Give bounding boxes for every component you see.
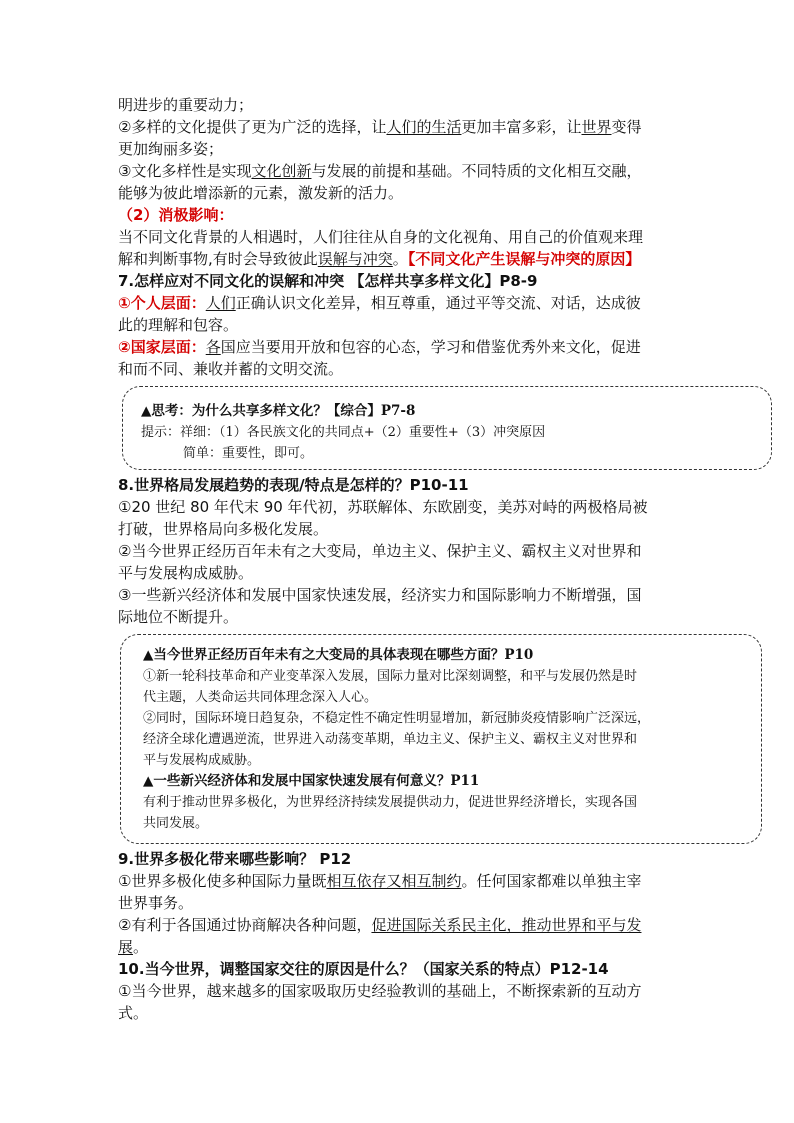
box-text: ②同时，国际环境日趋复杂，不稳定性不确定性明显增加，新冠肺炎疫情影响广泛深远， <box>143 711 651 726</box>
text-line <box>118 116 680 138</box>
text-run: 变得 <box>611 118 642 136</box>
text-run: 。 <box>133 938 149 956</box>
label-national: ②国家层面： <box>118 338 206 356</box>
text-line: ③一些新兴经济体和发展中国家快速发展，经济实力和国际影响力不断增强，国 <box>118 586 642 604</box>
box-text: 有利于推动世界多极化，为世界经济持续发展提供动力，促进世界经济增长，实现各国 <box>143 795 638 810</box>
text-line <box>118 914 680 936</box>
change-box <box>120 634 762 844</box>
text-run: 国应当要用开放和包容的心态，学习和借鉴优秀外来文化，促进 <box>220 338 641 356</box>
text-line: 平与发展构成威胁。 <box>118 564 254 582</box>
think-box <box>122 386 772 470</box>
underlined-text: 相互依存又相互制约 <box>326 872 462 890</box>
text-line: 更加绚丽多姿； <box>118 140 224 158</box>
underlined-text: 人们 <box>205 294 236 312</box>
text-run: 正确认识文化差异，相互尊重，通过平等交流、对话，达成彼 <box>235 294 641 312</box>
text-run: ②有利于各国通过协商解决各种问题， <box>118 916 372 934</box>
box-text: 代主题，人类命运共同体理念深入人心。 <box>143 690 378 705</box>
underlined-text: 各 <box>205 338 221 356</box>
label-personal: ①个人层面： <box>118 294 206 312</box>
underlined-text: 促进国际关系民主化，推动世界和平与发 <box>371 916 642 934</box>
text-line: 和而不同、兼收并蓄的文明交流。 <box>118 360 344 378</box>
subheading-negative-impact: （2）消极影响： <box>118 206 234 224</box>
box-text: 经济全球化遭遇逆流，世界进入动荡变革期，单边主义、保护主义、霸权主义对世界和 <box>143 732 638 747</box>
box-text: 平与发展构成威胁。 <box>143 753 261 768</box>
text-line <box>118 248 680 270</box>
highlight-note: 【不同文化产生误解与冲突的原因】 <box>407 250 641 268</box>
text-line: 式。 <box>118 1004 149 1022</box>
text-line: ①20 世纪 80 年代末 90 年代初，苏联解体、东欧剧变，美苏对峙的两极格局被 <box>118 498 648 516</box>
text-line: 此的理解和包容。 <box>118 316 239 334</box>
text-line: 明进步的重要动力； <box>118 96 254 114</box>
text-run: 与发展的前提和基础。不同特质的文化相互交融， <box>311 162 642 180</box>
text-run: 更加丰富多彩，让 <box>461 118 582 136</box>
text-line: 世界事务。 <box>118 894 194 912</box>
text-line <box>118 292 680 314</box>
text-line <box>118 936 680 958</box>
text-run: ②多样的文化提供了更为广泛的选择，让 <box>118 118 387 136</box>
text-line: ②当今世界正经历百年未有之大变局，单边主义、保护主义、霸权主义对世界和 <box>118 542 642 560</box>
text-line <box>118 870 680 892</box>
text-run: 。任何国家都难以单独主宰 <box>461 872 642 890</box>
text-line: 当不同文化背景的人相遇时，人们往往从自身的文化视角、用自己的价值观来理 <box>118 228 644 246</box>
underlined-text: 展 <box>118 938 134 956</box>
text-run: 。 <box>392 250 408 268</box>
question-heading: 9.世界多极化带来哪些影响？ P12 <box>118 850 352 868</box>
text-run: ①世界多极化使多种国际力量既 <box>118 872 327 890</box>
think-simple: 简单：重要性，即可。 <box>183 446 314 461</box>
underlined-text: 世界 <box>581 118 612 136</box>
text-run: ③文化多样性是实现 <box>118 162 252 180</box>
text-line: 打破，世界格局向多极化发展。 <box>118 520 329 538</box>
underlined-text: 误解与冲突 <box>317 250 393 268</box>
text-run: 解和判断事物,有时会导致彼此 <box>118 250 318 268</box>
underlined-text: 文化创新 <box>251 162 312 180</box>
text-line <box>118 336 680 358</box>
box-text: ①新一轮科技革命和产业变革深入发展，国际力量对比深刻调整，和平与发展仍然是时 <box>143 669 638 684</box>
question-heading: 7.怎样应对不同文化的误解和冲突 【怎样共享多样文化】P8-9 <box>118 272 538 290</box>
text-line: 际地位不断提升。 <box>118 608 239 626</box>
box-question: ▲当今世界正经历百年未有之大变局的具体表现在哪些方面？P10 <box>143 647 534 663</box>
text-line <box>118 160 680 182</box>
text-line: 能够为彼此增添新的元素，激发新的活力。 <box>118 184 404 202</box>
box-question: ▲一些新兴经济体和发展中国家快速发展有何意义？P11 <box>143 773 480 789</box>
underlined-text: 人们的生活 <box>386 118 462 136</box>
text-line: ①当今世界，越来越多的国家吸取历史经验教训的基础上，不断探索新的互动方 <box>118 982 642 1000</box>
question-heading: 8.世界格局发展趋势的表现/特点是怎样的？P10-11 <box>118 476 469 494</box>
box-text: 共同发展。 <box>143 816 209 831</box>
question-heading: 10.当今世界，调整国家交往的原因是什么？（国家关系的特点）P12-14 <box>118 960 609 978</box>
think-title: ▲思考：为什么共享多样文化？【综合】P7-8 <box>141 403 416 419</box>
document-page <box>118 94 680 1024</box>
think-tip: 提示：祥细：（1）各民族文化的共同点+（2）重要性+（3）冲突原因 <box>141 425 546 440</box>
